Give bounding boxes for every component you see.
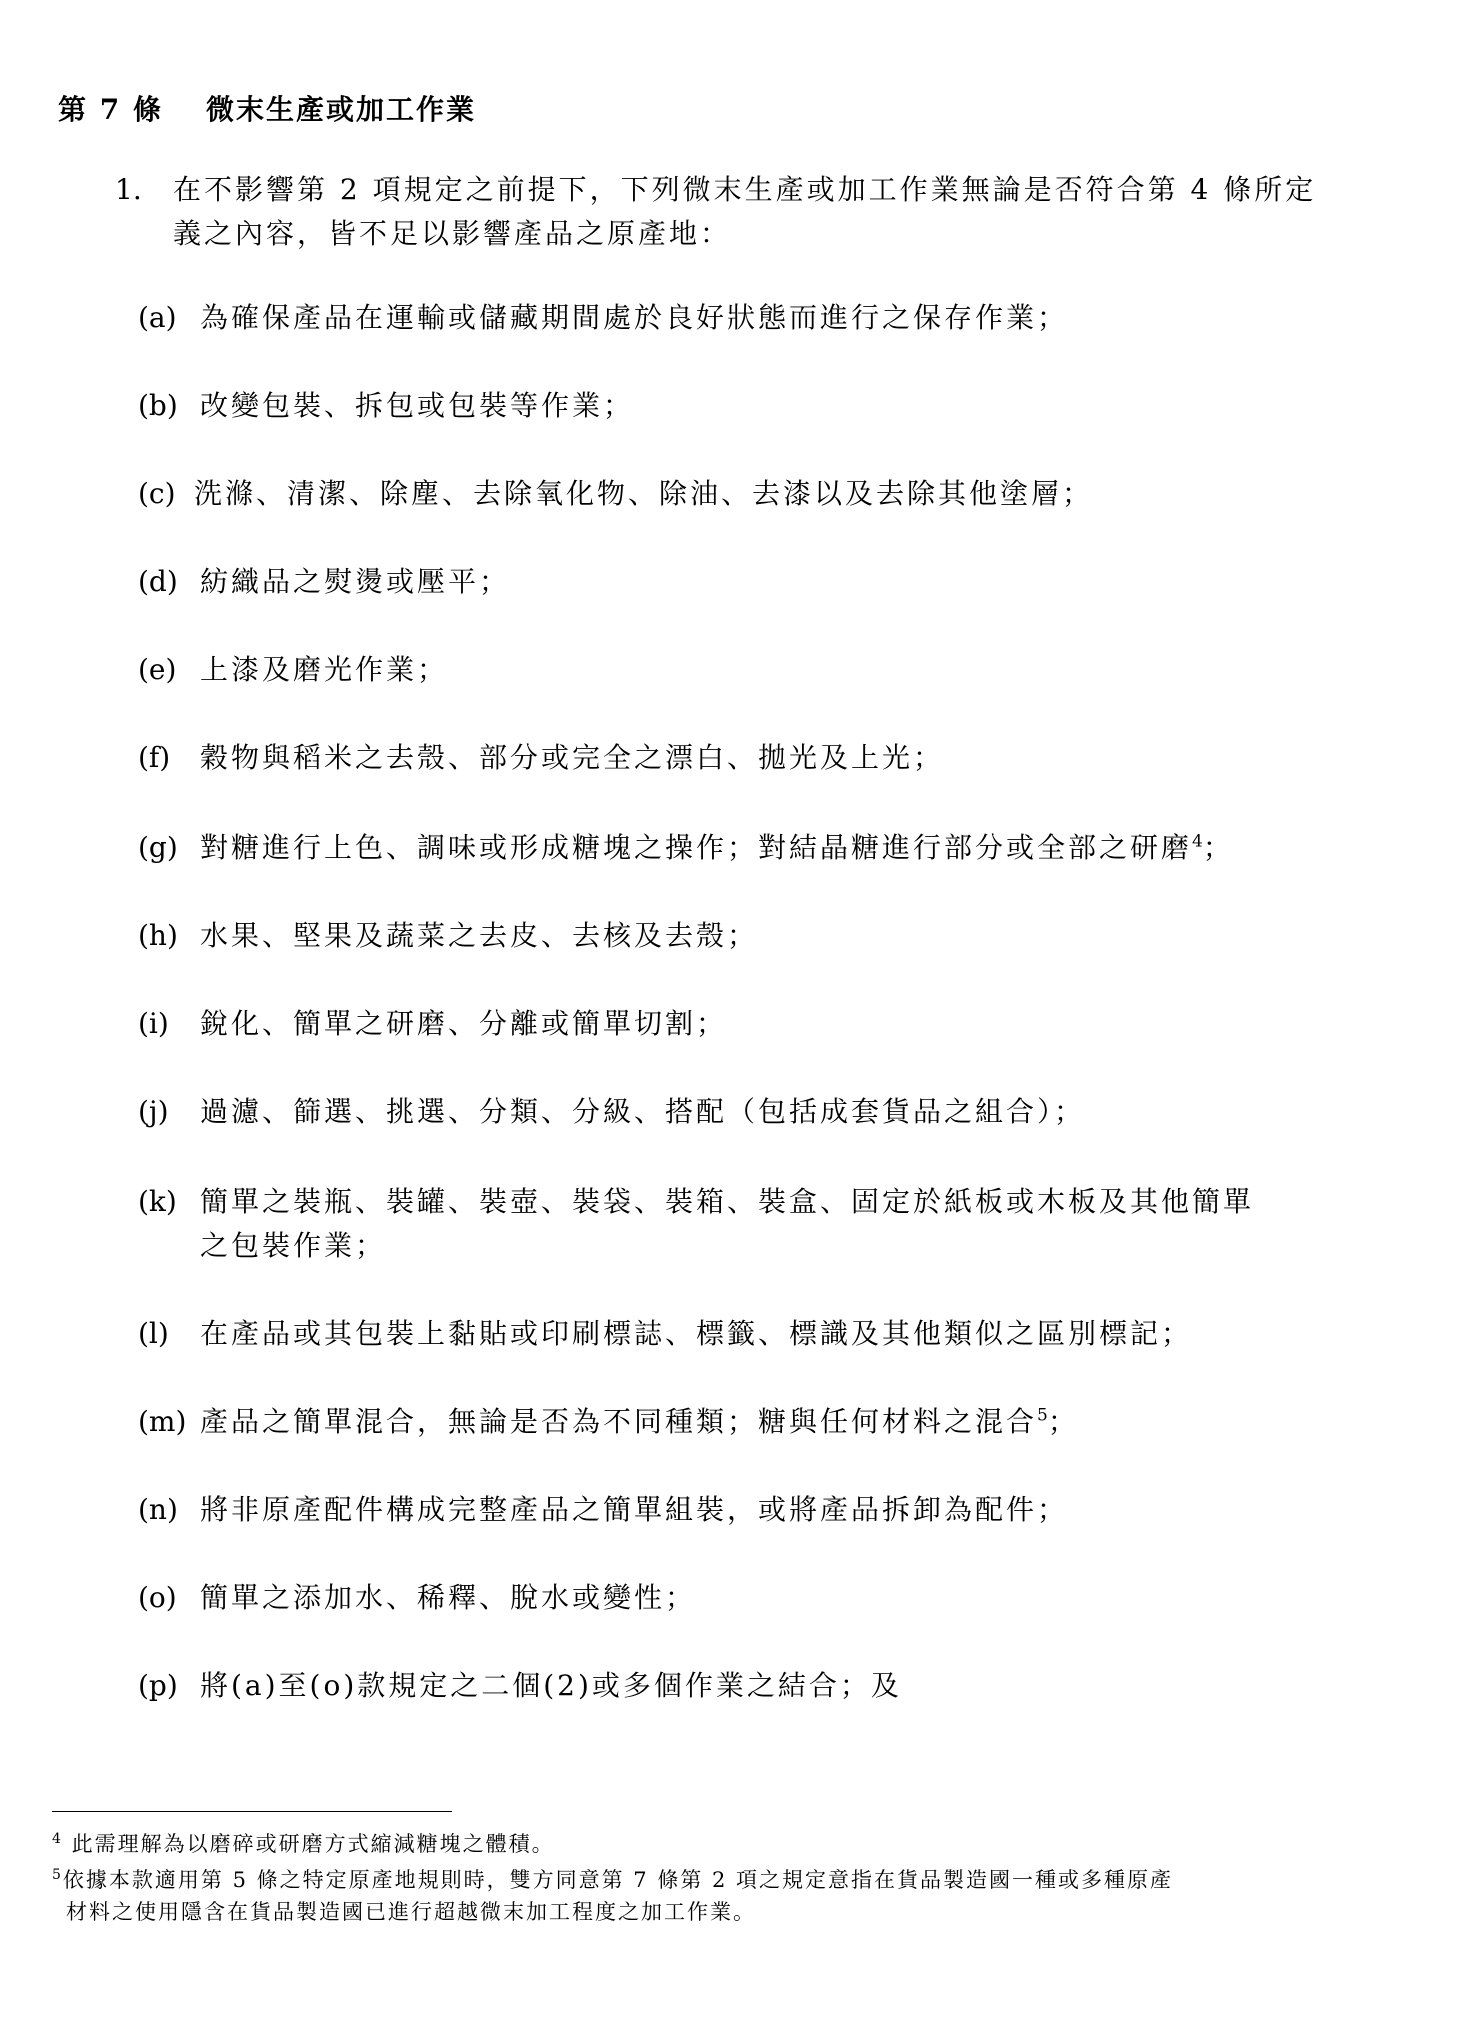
item-label: (h) (138, 919, 178, 952)
footnote-5 (52, 1864, 1173, 1928)
item-text: 上漆及磨光作業； (200, 653, 449, 686)
footnote-reference-4[interactable]: 4 (1192, 831, 1203, 852)
item-label: (p) (138, 1669, 178, 1702)
footnote-text-continued: 材料之使用隱含在貨品製造國已進行超越微末加工程度之加工作業。 (66, 1900, 756, 1924)
list-item-l (138, 1312, 1338, 1356)
list-item-m (138, 1400, 1338, 1444)
footnote-separator (52, 1811, 452, 1812)
item-text: 穀物與稻米之去殼、部分或完全之漂白、拋光及上光； (200, 741, 945, 774)
item-label: (e) (138, 653, 177, 686)
item-text: 紡織品之熨燙或壓平； (200, 565, 511, 598)
list-item-a (138, 296, 1338, 340)
item-label: (f) (138, 741, 171, 774)
footnote-reference-5[interactable]: 5 (1037, 1405, 1048, 1426)
item-text: 銳化、簡單之研磨、分離或簡單切割； (200, 1007, 728, 1040)
item-label: (k) (138, 1185, 177, 1218)
item-label: (d) (138, 565, 178, 598)
item-label: (j) (138, 1095, 169, 1128)
footnote-text: 依據本款適用第 5 條之特定原產地規則時，雙方同意第 7 條第 2 項之規定意指在貨品製造國一種或多種原產 (62, 1868, 1174, 1892)
item-label: (m) (138, 1405, 187, 1438)
item-label: (g) (138, 831, 178, 864)
paragraph-text-line-1: 在不影響第 2 項規定之前提下，下列微末生產或加工作業無論是否符合第 4 條所定 (173, 173, 1317, 206)
item-text: 洗滌、清潔、除塵、去除氧化物、除油、去漆以及去除其他塗層； (194, 477, 1094, 510)
article-number: 第 7 條 (58, 93, 163, 126)
item-text: 在產品或其包裝上黏貼或印刷標誌、標籤、標識及其他類似之區別標記； (200, 1317, 1193, 1350)
list-item-p (138, 1664, 1338, 1708)
item-label: (n) (138, 1493, 178, 1526)
item-text-end: ； (1202, 831, 1234, 864)
item-label: (i) (138, 1007, 169, 1040)
item-text: 為確保產品在運輸或儲藏期間處於良好狀態而進行之保存作業； (200, 301, 1069, 334)
item-text: 對糖進行上色、調味或形成糖塊之操作；對結晶糖進行部分或全部之研磨 (200, 831, 1193, 864)
list-item-j (138, 1090, 1338, 1134)
item-label: (b) (138, 389, 178, 422)
item-text: 將非原產配件構成完整產品之簡單組裝，或將產品拆卸為配件； (200, 1493, 1069, 1526)
item-text: 過濾、篩選、挑選、分類、分級、搭配（包括成套貨品之組合）； (200, 1095, 1086, 1128)
item-label: (o) (138, 1581, 177, 1614)
item-text-end: ； (1047, 1405, 1079, 1438)
item-text-continued: 之包裝作業； (200, 1229, 387, 1262)
paragraph-text-line-2: 義之內容，皆不足以影響產品之原產地： (173, 217, 732, 250)
list-item-o (138, 1576, 1338, 1620)
item-text: 簡單之添加水、稀釋、脫水或變性； (200, 1581, 697, 1614)
list-item-g (138, 826, 1338, 870)
article-heading (58, 88, 476, 128)
footnote-mark: 4 (52, 1831, 63, 1847)
paragraph-1 (115, 168, 1345, 256)
paragraph-number: 1. (115, 173, 142, 206)
article-title: 微末生產或加工作業 (206, 93, 477, 126)
item-text: 產品之簡單混合，無論是否為不同種類；糖與任何材料之混合 (200, 1405, 1038, 1438)
list-item-b (138, 384, 1338, 428)
list-item-c (138, 472, 1338, 516)
list-item-k (138, 1180, 1338, 1268)
item-text: 將(a)至(o)款規定之二個(2)或多個作業之結合；及 (200, 1669, 902, 1702)
list-item-i (138, 1002, 1338, 1046)
list-item-h (138, 914, 1338, 958)
list-item-e (138, 648, 1338, 692)
footnote-4 (52, 1828, 555, 1860)
item-text: 水果、堅果及蔬菜之去皮、去核及去殼； (200, 919, 759, 952)
item-label: (c) (138, 477, 176, 510)
footnote-mark: 5 (52, 1867, 63, 1883)
footnote-text: 此需理解為以磨碎或研磨方式縮減糖塊之體積。 (62, 1832, 555, 1856)
list-item-n (138, 1488, 1338, 1532)
list-item-f (138, 736, 1338, 780)
item-label: (l) (138, 1317, 169, 1350)
item-text: 簡單之裝瓶、裝罐、裝壺、裝袋、裝箱、裝盒、固定於紙板或木板及其他簡單 (200, 1185, 1255, 1218)
item-text: 改變包裝、拆包或包裝等作業； (200, 389, 635, 422)
item-label: (a) (138, 301, 177, 334)
list-item-d (138, 560, 1338, 604)
